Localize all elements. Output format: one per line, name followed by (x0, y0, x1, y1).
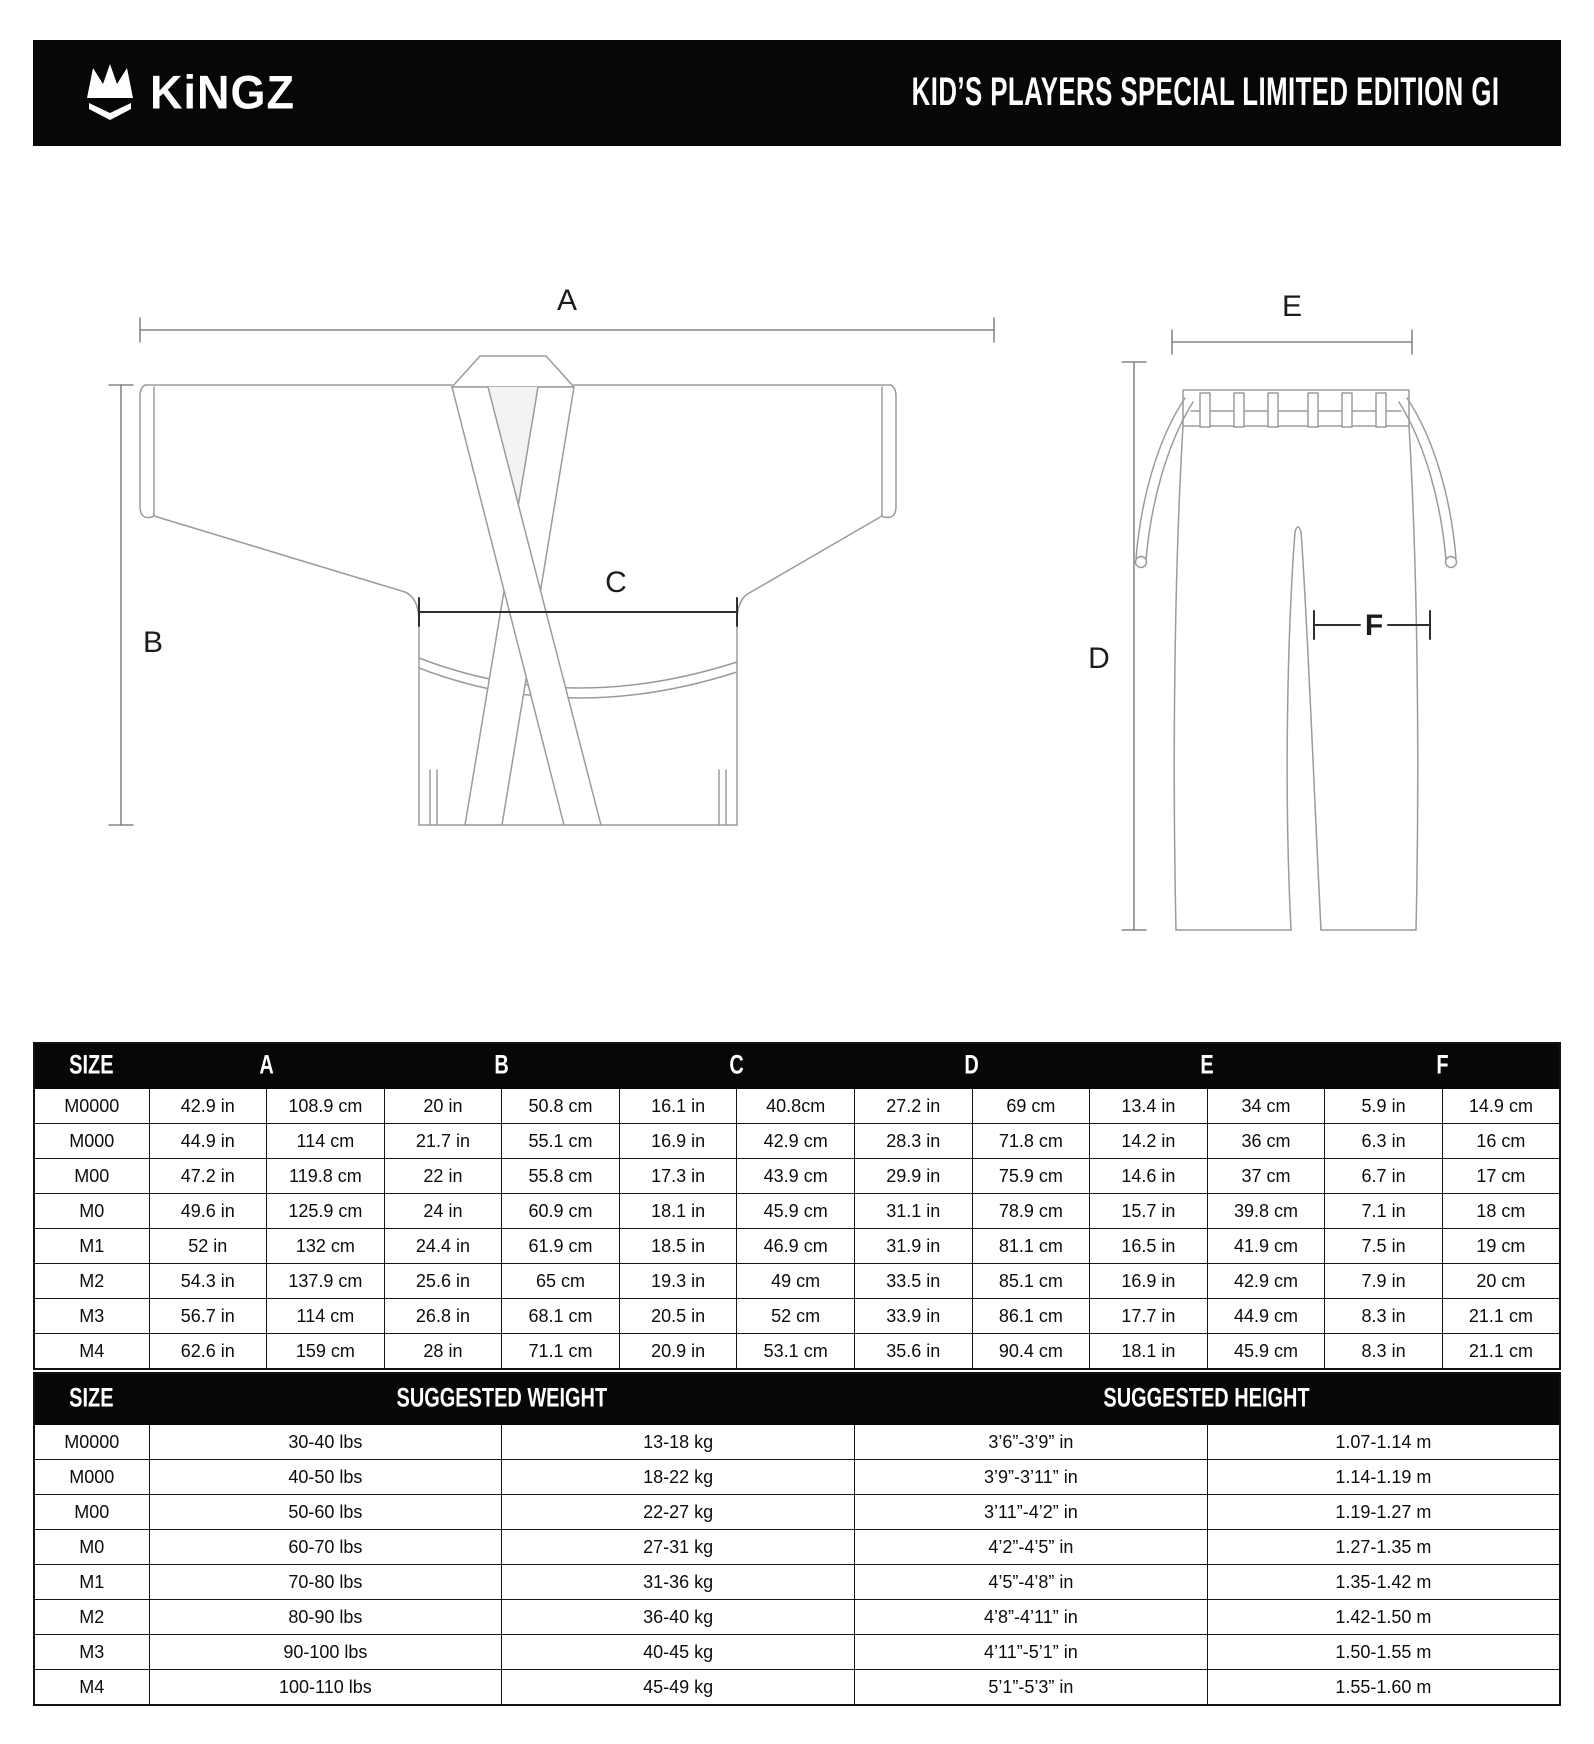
value-cell: 114 cm (267, 1299, 385, 1334)
table-row-m4 (34, 1334, 1560, 1370)
size-label: M00 (34, 1159, 149, 1194)
value-cell: 3’11”-4’2” in (855, 1495, 1208, 1530)
jacket-chest-label: C (605, 566, 627, 599)
value-cell: 50-60 lbs (149, 1495, 502, 1530)
column-header-size: SIZE (34, 1373, 149, 1425)
column-header-size: SIZE (34, 1043, 149, 1089)
value-cell: 14.9 cm (1442, 1089, 1560, 1124)
value-cell: 85.1 cm (972, 1264, 1090, 1299)
column-header-b: B (384, 1043, 619, 1089)
value-cell: 20 cm (1442, 1264, 1560, 1299)
value-cell: 21.1 cm (1442, 1299, 1560, 1334)
value-cell: 90-100 lbs (149, 1635, 502, 1670)
value-cell: 18.1 in (619, 1194, 737, 1229)
value-cell: 28.3 in (854, 1124, 972, 1159)
value-cell: 43.9 cm (737, 1159, 855, 1194)
value-cell: 61.9 cm (502, 1229, 620, 1264)
value-cell: 18.5 in (619, 1229, 737, 1264)
column-header-e: E (1090, 1043, 1325, 1089)
value-cell: 100-110 lbs (149, 1670, 502, 1706)
value-cell: 37 cm (1207, 1159, 1325, 1194)
size-label: M2 (34, 1600, 149, 1635)
value-cell: 119.8 cm (267, 1159, 385, 1194)
table-row-m000 (34, 1124, 1560, 1159)
size-label: M00 (34, 1495, 149, 1530)
value-cell: 31.1 in (854, 1194, 972, 1229)
size-label: M3 (34, 1635, 149, 1670)
jacket-diagram (109, 284, 994, 825)
value-cell: 24.4 in (384, 1229, 502, 1264)
value-cell: 16.9 in (619, 1124, 737, 1159)
value-cell: 75.9 cm (972, 1159, 1090, 1194)
value-cell: 40.8cm (737, 1089, 855, 1124)
column-header-suggested-height: SUGGESTED HEIGHT (855, 1373, 1561, 1425)
dimension-line-e (1172, 330, 1412, 354)
brand-wordmark: KiNGZ (150, 65, 295, 120)
size-label: M0000 (34, 1425, 149, 1460)
value-cell: 18.1 in (1090, 1334, 1208, 1370)
value-cell: 41.9 cm (1207, 1229, 1325, 1264)
value-cell: 55.1 cm (502, 1124, 620, 1159)
value-cell: 17.7 in (1090, 1299, 1208, 1334)
value-cell: 70-80 lbs (149, 1565, 502, 1600)
value-cell: 17.3 in (619, 1159, 737, 1194)
value-cell: 50.8 cm (502, 1089, 620, 1124)
value-cell: 4’5”-4’8” in (855, 1565, 1208, 1600)
table-row-m0 (34, 1194, 1560, 1229)
header-banner (33, 40, 1561, 146)
value-cell: 7.9 in (1325, 1264, 1443, 1299)
value-cell: 1.07-1.14 m (1207, 1425, 1560, 1460)
value-cell: 8.3 in (1325, 1334, 1443, 1370)
value-cell: 20.9 in (619, 1334, 737, 1370)
value-cell: 15.7 in (1090, 1194, 1208, 1229)
value-cell: 1.19-1.27 m (1207, 1495, 1560, 1530)
pants-length-label: D (1088, 642, 1110, 675)
value-cell: 4’2”-4’5” in (855, 1530, 1208, 1565)
value-cell: 18 cm (1442, 1194, 1560, 1229)
value-cell: 78.9 cm (972, 1194, 1090, 1229)
value-cell: 26.8 in (384, 1299, 502, 1334)
size-label: M2 (34, 1264, 149, 1299)
value-cell: 53.1 cm (737, 1334, 855, 1370)
value-cell: 28 in (384, 1334, 502, 1370)
table-row-m1 (34, 1229, 1560, 1264)
value-cell: 39.8 cm (1207, 1194, 1325, 1229)
value-cell: 34 cm (1207, 1089, 1325, 1124)
value-cell: 19 cm (1442, 1229, 1560, 1264)
table-row-m3 (34, 1635, 1560, 1670)
value-cell: 42.9 in (149, 1089, 267, 1124)
value-cell: 60.9 cm (502, 1194, 620, 1229)
brand-logo (83, 64, 295, 122)
product-title: KID’S PLAYERS SPECIAL LIMITED EDITION GI (911, 70, 1499, 115)
value-cell: 22 in (384, 1159, 502, 1194)
value-cell: 5’1”-5’3” in (855, 1670, 1208, 1706)
size-label: M000 (34, 1460, 149, 1495)
value-cell: 159 cm (267, 1334, 385, 1370)
value-cell: 4’8”-4’11” in (855, 1600, 1208, 1635)
size-label: M1 (34, 1229, 149, 1264)
value-cell: 31.9 in (854, 1229, 972, 1264)
value-cell: 21.1 cm (1442, 1334, 1560, 1370)
value-cell: 42.9 cm (737, 1124, 855, 1159)
value-cell: 71.8 cm (972, 1124, 1090, 1159)
table-header-row (34, 1373, 1560, 1425)
value-cell: 49.6 in (149, 1194, 267, 1229)
size-label: M0 (34, 1194, 149, 1229)
table-row-m00 (34, 1159, 1560, 1194)
value-cell: 55.8 cm (502, 1159, 620, 1194)
value-cell: 6.7 in (1325, 1159, 1443, 1194)
value-cell: 42.9 cm (1207, 1264, 1325, 1299)
value-cell: 108.9 cm (267, 1089, 385, 1124)
size-label: M4 (34, 1334, 149, 1370)
column-header-f: F (1325, 1043, 1560, 1089)
value-cell: 3’6”-3’9” in (855, 1425, 1208, 1460)
value-cell: 40-45 kg (502, 1635, 855, 1670)
value-cell: 18-22 kg (502, 1460, 855, 1495)
value-cell: 13.4 in (1090, 1089, 1208, 1124)
value-cell: 33.5 in (854, 1264, 972, 1299)
dimension-line-b (109, 385, 133, 825)
value-cell: 35.6 in (854, 1334, 972, 1370)
table-row-m000 (34, 1460, 1560, 1495)
table-row-m0 (34, 1530, 1560, 1565)
table-row-m1 (34, 1565, 1560, 1600)
table-row-m2 (34, 1264, 1560, 1299)
value-cell: 36-40 kg (502, 1600, 855, 1635)
value-cell: 69 cm (972, 1089, 1090, 1124)
dimension-line-d (1122, 362, 1146, 930)
value-cell: 137.9 cm (267, 1264, 385, 1299)
value-cell: 27-31 kg (502, 1530, 855, 1565)
value-cell: 36 cm (1207, 1124, 1325, 1159)
size-label: M0000 (34, 1089, 149, 1124)
table-row-m4 (34, 1670, 1560, 1706)
value-cell: 30-40 lbs (149, 1425, 502, 1460)
table-header-row (34, 1043, 1560, 1089)
value-cell: 27.2 in (854, 1089, 972, 1124)
value-cell: 7.1 in (1325, 1194, 1443, 1229)
value-cell: 90.4 cm (972, 1334, 1090, 1370)
value-cell: 45.9 cm (737, 1194, 855, 1229)
dimension-line-c (419, 598, 737, 626)
value-cell: 44.9 cm (1207, 1299, 1325, 1334)
value-cell: 1.50-1.55 m (1207, 1635, 1560, 1670)
jacket-width-label: A (556, 284, 578, 317)
measurement-diagram (33, 230, 1561, 1000)
value-cell: 24 in (384, 1194, 502, 1229)
value-cell: 49 cm (737, 1264, 855, 1299)
value-cell: 31-36 kg (502, 1565, 855, 1600)
value-cell: 7.5 in (1325, 1229, 1443, 1264)
value-cell: 44.9 in (149, 1124, 267, 1159)
crown-icon (83, 64, 137, 122)
pants-waist-label: E (1281, 290, 1303, 323)
value-cell: 20.5 in (619, 1299, 737, 1334)
table-row-m0000 (34, 1089, 1560, 1124)
value-cell: 16 cm (1442, 1124, 1560, 1159)
value-cell: 1.27-1.35 m (1207, 1530, 1560, 1565)
value-cell: 4’11”-5’1” in (855, 1635, 1208, 1670)
column-header-d: D (854, 1043, 1089, 1089)
size-measurement-table (33, 1042, 1561, 1370)
dimension-line-a (140, 318, 994, 342)
value-cell: 16.5 in (1090, 1229, 1208, 1264)
value-cell: 86.1 cm (972, 1299, 1090, 1334)
value-cell: 52 cm (737, 1299, 855, 1334)
value-cell: 16.1 in (619, 1089, 737, 1124)
value-cell: 46.9 cm (737, 1229, 855, 1264)
size-label: M4 (34, 1670, 149, 1706)
value-cell: 132 cm (267, 1229, 385, 1264)
column-header-c: C (619, 1043, 854, 1089)
value-cell: 3’9”-3’11” in (855, 1460, 1208, 1495)
gi-technical-drawing (33, 230, 1561, 1000)
value-cell: 40-50 lbs (149, 1460, 502, 1495)
jacket-outline (140, 356, 896, 825)
value-cell: 17 cm (1442, 1159, 1560, 1194)
value-cell: 14.6 in (1090, 1159, 1208, 1194)
value-cell: 1.55-1.60 m (1207, 1670, 1560, 1706)
value-cell: 13-18 kg (502, 1425, 855, 1460)
value-cell: 47.2 in (149, 1159, 267, 1194)
value-cell: 19.3 in (619, 1264, 737, 1299)
table-row-m2 (34, 1600, 1560, 1635)
value-cell: 68.1 cm (502, 1299, 620, 1334)
pants-outline (1136, 390, 1457, 930)
value-cell: 1.42-1.50 m (1207, 1600, 1560, 1635)
value-cell: 1.35-1.42 m (1207, 1565, 1560, 1600)
value-cell: 71.1 cm (502, 1334, 620, 1370)
value-cell: 45.9 cm (1207, 1334, 1325, 1370)
value-cell: 56.7 in (149, 1299, 267, 1334)
value-cell: 65 cm (502, 1264, 620, 1299)
value-cell: 80-90 lbs (149, 1600, 502, 1635)
value-cell: 45-49 kg (502, 1670, 855, 1706)
column-header-suggested-weight: SUGGESTED WEIGHT (149, 1373, 855, 1425)
pants-diagram (1088, 290, 1456, 930)
value-cell: 52 in (149, 1229, 267, 1264)
value-cell: 1.14-1.19 m (1207, 1460, 1560, 1495)
value-cell: 54.3 in (149, 1264, 267, 1299)
jacket-length-label: B (142, 626, 164, 659)
weight-height-table (33, 1372, 1561, 1706)
pants-thigh-label: F (1364, 609, 1384, 642)
size-label: M0 (34, 1530, 149, 1565)
value-cell: 33.9 in (854, 1299, 972, 1334)
value-cell: 62.6 in (149, 1334, 267, 1370)
value-cell: 114 cm (267, 1124, 385, 1159)
table-row-m00 (34, 1495, 1560, 1530)
size-label: M3 (34, 1299, 149, 1334)
value-cell: 20 in (384, 1089, 502, 1124)
value-cell: 125.9 cm (267, 1194, 385, 1229)
size-label: M000 (34, 1124, 149, 1159)
value-cell: 25.6 in (384, 1264, 502, 1299)
value-cell: 16.9 in (1090, 1264, 1208, 1299)
column-header-a: A (149, 1043, 384, 1089)
value-cell: 6.3 in (1325, 1124, 1443, 1159)
value-cell: 29.9 in (854, 1159, 972, 1194)
value-cell: 5.9 in (1325, 1089, 1443, 1124)
value-cell: 14.2 in (1090, 1124, 1208, 1159)
value-cell: 8.3 in (1325, 1299, 1443, 1334)
size-label: M1 (34, 1565, 149, 1600)
value-cell: 21.7 in (384, 1124, 502, 1159)
value-cell: 60-70 lbs (149, 1530, 502, 1565)
value-cell: 22-27 kg (502, 1495, 855, 1530)
table-row-m0000 (34, 1425, 1560, 1460)
value-cell: 81.1 cm (972, 1229, 1090, 1264)
table-row-m3 (34, 1299, 1560, 1334)
